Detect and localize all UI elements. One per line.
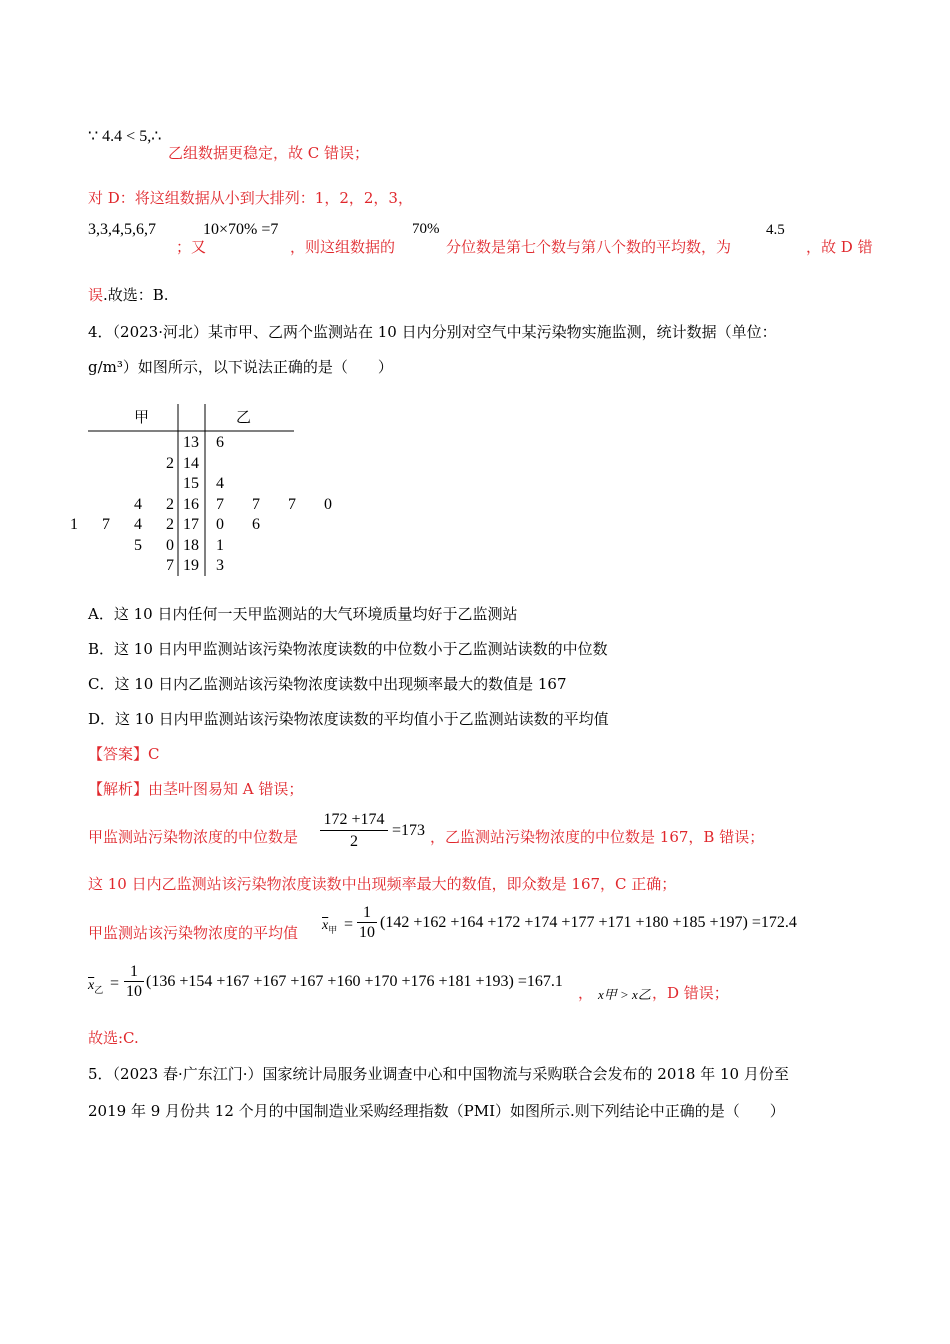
d-select-line: [88, 285, 169, 305]
analysis-a: 由茎叶图易知 A 错误；: [148, 780, 304, 798]
stem-value: 13: [183, 434, 199, 451]
stem-value: 15: [183, 475, 199, 492]
median-tail: ，乙监测站污染物浓度的中位数是 167，B 错误；: [430, 828, 765, 846]
header-jia: 甲: [134, 410, 150, 426]
mean-jia-expr: (142 +162 +164 +172 +174 +177 +171 +180 +185 +197) =172.4: [380, 914, 797, 931]
sub-jia: 甲: [328, 924, 338, 935]
compare-tail: ，D 错误；: [652, 984, 729, 1002]
mean-yi-expr: (136 +154 +167 +167 +167 +160 +170 +176 +181 +193) =167.1: [146, 973, 563, 990]
mode-line: 这 10 日内乙监测站该污染物浓度读数中出现频率最大的数值，即众数是 167，C 正确；: [88, 875, 677, 893]
header-yi: 乙: [236, 410, 252, 426]
mean-yi-fraction: [124, 963, 144, 1002]
q4-option-a: A．这 10 日内任何一天甲监测站的大气环境质量均好于乙监测站: [88, 605, 518, 623]
frac-ten-yi: 10: [126, 983, 142, 1000]
mean-lead: 甲监测站该污染物浓度的平均值: [88, 924, 299, 942]
stem-value: 14: [183, 454, 199, 472]
q4-select: 故选:C.: [88, 1029, 139, 1047]
xbar-jia: $\overline{x}$: [322, 918, 329, 933]
stem-leaf-plot: [70, 404, 332, 580]
left-leaves: 1 7 4 2: [70, 516, 174, 533]
right-leaves: 1: [216, 536, 224, 554]
left-leaves: 7: [166, 557, 174, 574]
q5-stem-1: 5．（2023 春·广东江门·）国家统计局服务业调查中心和中国物流与采购联合会发布的 2018 年 10 月份至: [88, 1065, 789, 1083]
frac-ten-jia: 10: [359, 924, 375, 941]
mean-yi-eq: =: [110, 975, 120, 992]
mean-jia-eq: =: [344, 916, 354, 933]
q4-option-d: D．这 10 日内甲监测站该污染物浓度读数的平均值小于乙监测站读数的平均值: [88, 710, 609, 728]
frac-one-jia: 1: [357, 904, 377, 923]
q5-stem-2: 2019 年 9 月份共 12 个月的中国制造业采购经理指数（PMI）如图所示.则下列结论中正确的是（ ）: [88, 1102, 785, 1120]
comma: ，: [578, 984, 594, 1002]
d-intro: 对 D：将这组数据从小到大排列：1，2，2，3，: [88, 189, 413, 207]
d-sep: ；又: [176, 238, 207, 256]
d-select: .故选：B.: [103, 286, 169, 304]
left-leaves: 4 2: [134, 495, 174, 513]
d-mid: ，则这组数据的: [290, 238, 396, 256]
q4-stem-2: g/m³）如图所示，以下说法正确的是（ ）: [88, 358, 393, 376]
mean-yi-symbol: [88, 978, 103, 996]
analysis-tag: 【解析】: [88, 780, 149, 798]
stem-value: 18: [183, 536, 199, 554]
right-leaves: 7 7 7 0: [216, 495, 332, 513]
left-leaves: 2: [166, 454, 174, 472]
median-fraction: [320, 810, 388, 853]
q4-analysis-line: [88, 779, 303, 799]
median-result: =173: [392, 822, 426, 839]
stem-value: 17: [183, 516, 199, 533]
frac-one-yi: 1: [124, 963, 144, 982]
mean-jia-symbol: [322, 918, 337, 936]
d-sequence: 3,3,4,5,6,7: [88, 221, 156, 238]
stem-value: 16: [183, 495, 199, 513]
q4-answer: 【答案】C: [88, 745, 160, 763]
c-conclusion: 乙组数据更稳定，故 C 错误；: [168, 144, 370, 162]
d-end2: 误: [88, 286, 104, 304]
because-line: ∵ 4.4 < 5,∴: [88, 128, 162, 145]
mean-jia-fraction: [357, 904, 377, 943]
d-percent: 70%: [412, 221, 440, 237]
d-calc: 10×70% =7: [203, 221, 279, 238]
d-value: 4.5: [766, 222, 785, 238]
d-mid2: 分位数是第七个数与第八个数的平均数，为: [446, 238, 732, 256]
right-leaves: 3: [216, 557, 224, 574]
median-lead: 甲监测站污染物浓度的中位数是: [88, 828, 299, 846]
right-leaves: 0 6: [216, 516, 260, 533]
compare-expr: x甲 > x乙: [598, 987, 651, 1002]
q4-option-b: B．这 10 日内甲监测站该污染物浓度读数的中位数小于乙监测站读数的中位数: [88, 640, 608, 658]
left-leaves: 5 0: [134, 536, 174, 554]
right-leaves: 4: [216, 475, 224, 492]
xbar-yi: $\overline{x}$: [88, 978, 95, 993]
median-denominator: 2: [350, 833, 358, 850]
right-leaves: 6: [216, 434, 224, 451]
stem-value: 19: [183, 557, 199, 574]
q4-stem-1: 4．（2023·河北）某市甲、乙两个监测站在 10 日内分别对空气中某污染物实施监测，统计数据（单位：: [88, 323, 777, 341]
median-numerator: 172 +174: [320, 810, 388, 831]
d-end: ，故 D 错: [806, 238, 873, 256]
sub-yi: 乙: [94, 984, 104, 995]
q4-option-c: C．这 10 日内乙监测站该污染物浓度读数中出现频率最大的数值是 167: [88, 675, 567, 693]
